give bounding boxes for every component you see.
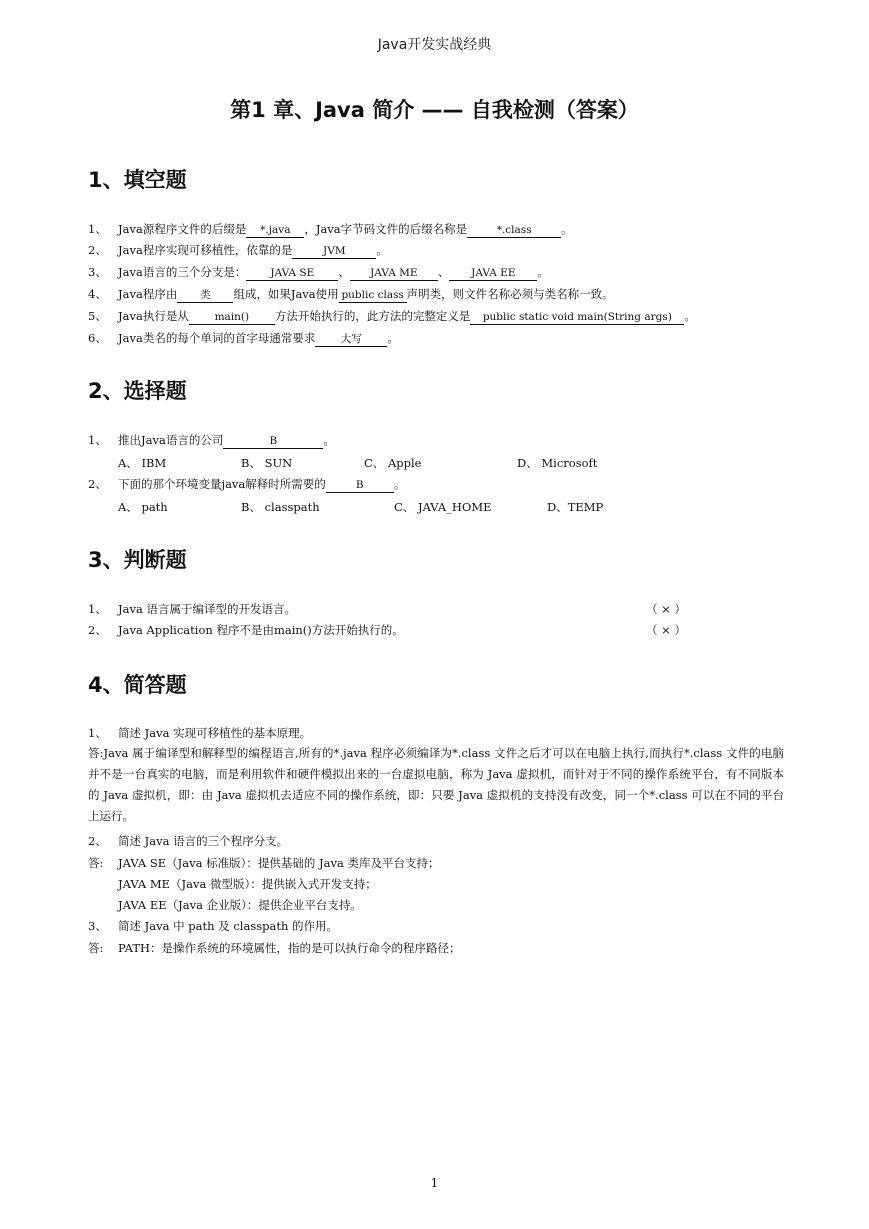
option-a: A、 path	[118, 500, 168, 514]
question-part: 。	[376, 243, 388, 257]
question-number: 3、	[88, 265, 107, 279]
question-part: 声明类，则文件名称必须与类名称一致。	[406, 287, 614, 301]
question-part: 推出Java语言的公司	[118, 433, 224, 447]
question-part: 。	[323, 433, 335, 447]
option-a: A、 IBM	[118, 456, 167, 470]
question-number: 1、	[88, 726, 107, 740]
section-title-judge: 3、判断题	[88, 548, 187, 572]
option-b: B、 SUN	[241, 456, 293, 470]
page-number: 1	[430, 1176, 439, 1190]
judge-answer: （ × ）	[646, 602, 686, 616]
section-title-fill: 1、填空题	[88, 168, 187, 192]
answer-line: PATH：是操作系统的环境属性，指的是可以执行命令的程序路径；	[118, 941, 461, 955]
judge-answer: （ × ）	[646, 623, 686, 637]
question-part: 方法开始执行的，此方法的完整定义是	[274, 309, 471, 323]
answer-blank: 类	[177, 289, 233, 303]
question-number: 1、	[88, 602, 107, 616]
question-part: ，Java字节码文件的后缀名称是	[304, 222, 468, 236]
question-number: 3、	[88, 919, 107, 933]
question-part: Java类名的每个单词的首字母通常要求	[118, 331, 316, 345]
page-header: Java开发实战经典	[377, 37, 492, 53]
question-text	[118, 242, 388, 259]
answer-label: 答:	[88, 856, 104, 870]
option-c: C、 JAVA_HOME	[394, 500, 492, 514]
question-part: Java源程序文件的后缀是	[118, 222, 247, 236]
option-d: D、 Microsoft	[517, 456, 598, 470]
question-text: 简述 Java 实现可移植性的基本原理。	[118, 726, 312, 740]
answer-blank: JAVA ME	[350, 267, 438, 281]
question-text	[118, 286, 614, 303]
question-part: Java程序由	[118, 287, 178, 301]
answer-paragraph: 答:Java 属于编译型和解释型的编程语言,所有的*.java 程序必须编译为*.class 文件之后才可以在电脑上执行,而执行*.class 文件的电脑并不是一台真实的电脑，而是利用软件和硬件模拟出来的一台虚拟电脑，称为 Java 虚拟机，而针对于不同的操作系统平台，有不同版本的 Java 虚拟机，即：由 Java 虚拟机去适应不同的操作系统，即：只要 Java 虚拟机的支持没有改变，同一个*.class 可以在不同的平台上运行。	[88, 746, 784, 823]
question-number: 2、	[88, 243, 107, 257]
question-part: Java语言的三个分支是：	[118, 265, 247, 279]
question-number: 5、	[88, 309, 107, 323]
question-part: 下面的那个环境变量java解释时所需要的	[118, 477, 326, 491]
answer-blank: JAVA SE	[246, 267, 338, 281]
answer-blank: JVM	[292, 245, 376, 259]
question-part: Java执行是从	[118, 309, 189, 323]
question-text	[118, 330, 399, 347]
question-number: 4、	[88, 287, 107, 301]
option-b: B、 classpath	[241, 500, 320, 514]
separator: 、	[338, 265, 350, 279]
answer-blank: public class	[339, 289, 407, 303]
answer-blank: 大写	[315, 333, 387, 347]
answer-line: JAVA SE（Java 标准版）：提供基础的 Java 类库及平台支持；	[118, 856, 440, 870]
section-title-choice: 2、选择题	[88, 379, 187, 403]
answer-line: JAVA EE（Java 企业版）：提供企业平台支持。	[118, 898, 362, 912]
question-part: 。	[561, 222, 573, 236]
question-text	[118, 308, 696, 325]
question-part: 。	[387, 331, 399, 345]
question-part: 。	[537, 265, 549, 279]
question-number: 2、	[88, 623, 107, 637]
question-part: Java程序实现可移植性，依靠的是	[118, 243, 293, 257]
answer-blank: B	[223, 435, 323, 449]
option-d: D、TEMP	[547, 500, 604, 514]
answer-blank: JAVA EE	[449, 267, 537, 281]
question-part: 。	[684, 309, 696, 323]
question-number: 1、	[88, 222, 107, 236]
answer-blank: *.java	[246, 224, 304, 238]
separator: 、	[437, 265, 450, 279]
answer-label: 答:	[88, 941, 104, 955]
question-text	[118, 476, 405, 493]
question-number: 1、	[88, 433, 107, 447]
question-number: 2、	[88, 477, 107, 491]
section-title-short: 4、简答题	[88, 673, 187, 697]
question-text: Java 语言属于编译型的开发语言。	[118, 602, 296, 616]
answer-line: JAVA ME（Java 微型版）：提供嵌入式开发支持；	[118, 877, 377, 891]
question-number: 2、	[88, 834, 107, 848]
question-text: 简述 Java 中 path 及 classpath 的作用。	[118, 919, 339, 933]
option-c: C、 Apple	[364, 456, 422, 470]
question-text: 简述 Java 语言的三个程序分支。	[118, 834, 289, 848]
page-title: 第1 章、Java 简介 —— 自我检测（答案）	[230, 98, 639, 122]
answer-blank: public static void main(String args)	[470, 311, 684, 325]
answer-blank: main()	[189, 311, 275, 325]
question-part: 。	[393, 477, 406, 491]
question-text	[118, 221, 573, 238]
answer-blank: B	[326, 479, 394, 493]
question-number: 6、	[88, 331, 107, 345]
question-part: 组成，如果Java使用	[233, 287, 339, 301]
question-text	[118, 264, 549, 281]
question-text	[118, 432, 335, 449]
question-text: Java Application 程序不是由main()方法开始执行的。	[118, 623, 404, 637]
answer-blank: *.class	[467, 224, 561, 238]
